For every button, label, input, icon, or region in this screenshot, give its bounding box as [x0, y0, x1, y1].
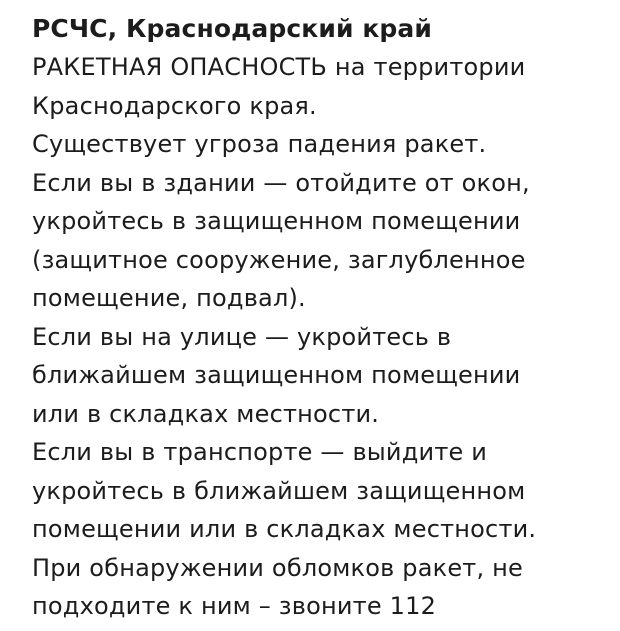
- message-line: (защитное сооружение, заглубленное: [32, 245, 526, 274]
- message-line: помещении или в складках местности.: [32, 515, 537, 543]
- message-line: укройтесь в защищенном помещении: [32, 207, 521, 235]
- message-line: При обнаружении обломков ракет, не: [32, 553, 523, 582]
- message-line: подходите к ним – звоните 112: [32, 592, 437, 620]
- message-line: Краснодарского края.: [32, 91, 317, 120]
- message-line: Если вы в транспорте — выйдите и: [32, 438, 488, 466]
- alert-message: [32, 10, 612, 626]
- message-line: или в складках местности.: [32, 399, 380, 428]
- message-line: укройтесь в ближайшем защищенном: [32, 476, 526, 505]
- message-line: Существует угроза падения ракет.: [32, 130, 487, 158]
- sender-name[interactable]: РСЧС, Краснодарский край: [32, 14, 433, 43]
- message-line: РАКЕТНАЯ ОПАСНОСТЬ на территории: [32, 53, 526, 81]
- message-line: помещение, подвал).: [32, 284, 306, 312]
- message-line: Если вы в здании — отойдите от окон,: [32, 168, 530, 197]
- message-line: Если вы на улице — укройтесь в: [32, 322, 452, 351]
- message-line: ближайшем защищенном помещении: [32, 361, 521, 389]
